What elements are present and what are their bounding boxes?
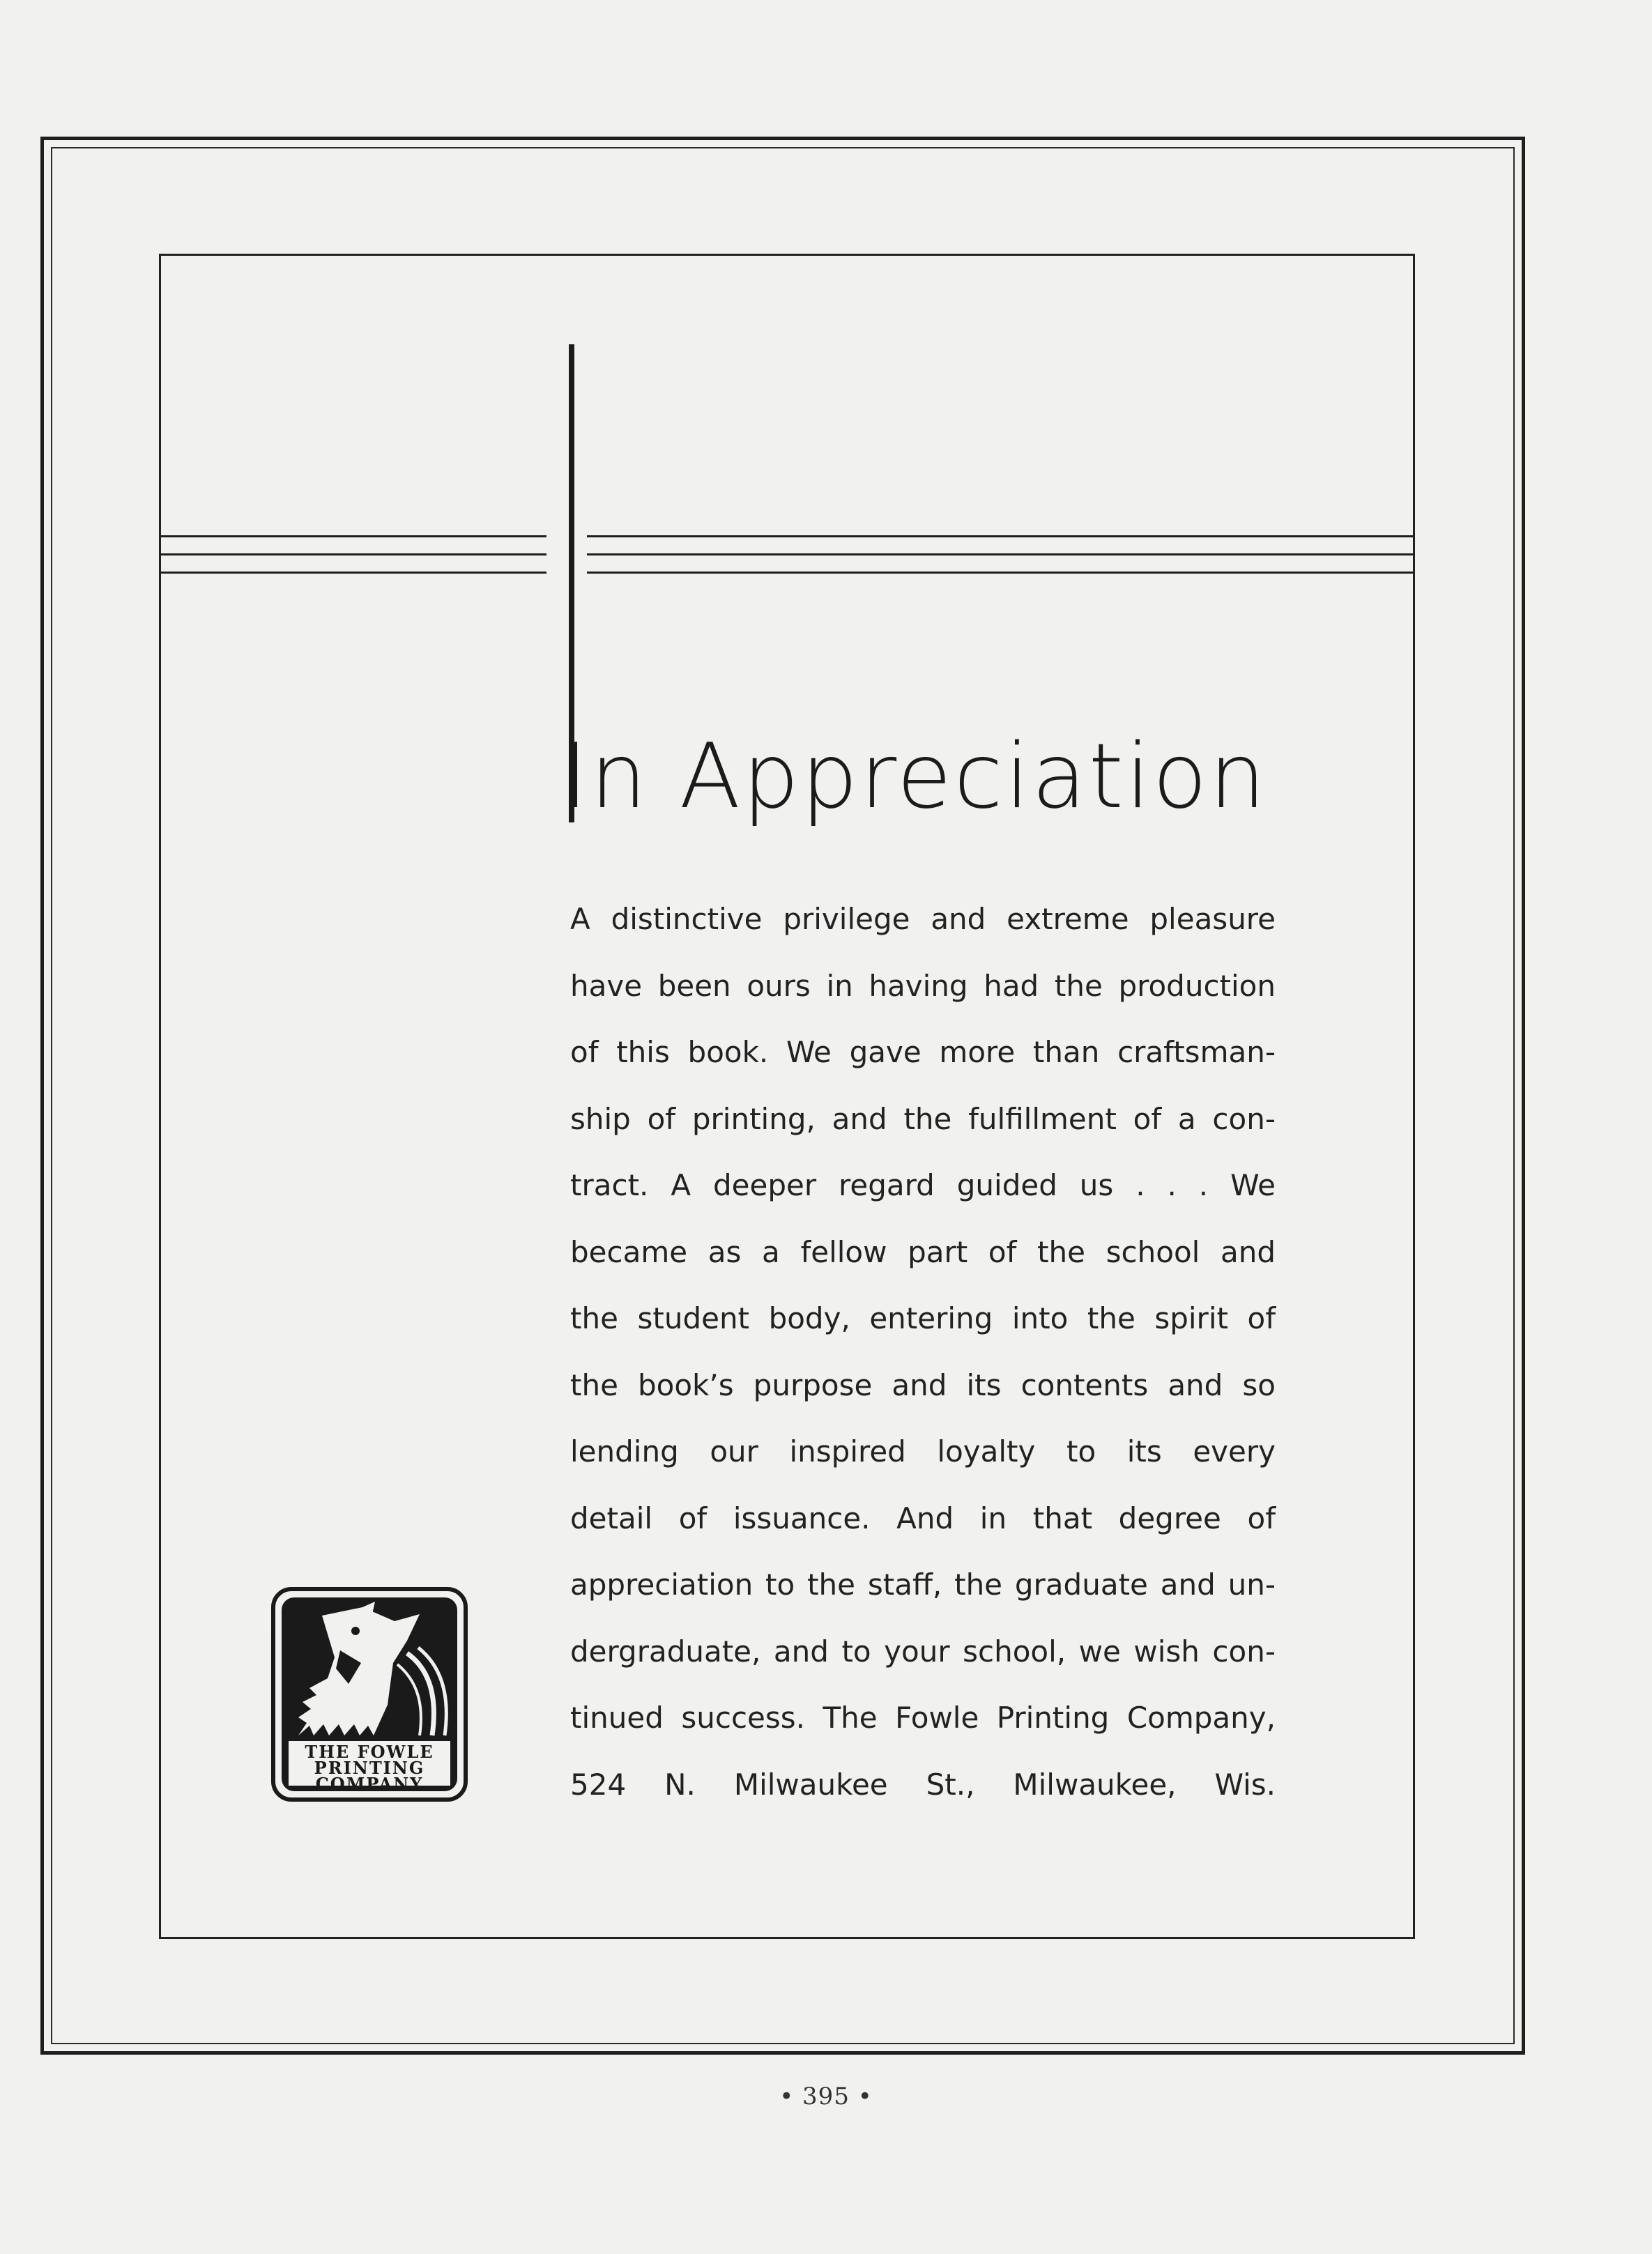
- body-line: the book’s purpose and its contents and so: [570, 1367, 1276, 1402]
- body-line: tinued success. The Fowle Printing Company,: [570, 1701, 1276, 1735]
- body-paragraph: [570, 886, 1276, 1818]
- logo-text-line: THE FOWLE: [305, 1742, 434, 1762]
- body-line: detail of issuance. And in that degree of: [570, 1501, 1276, 1535]
- decorative-rule: [587, 535, 1414, 537]
- body-line: 524 N. Milwaukee St., Milwaukee, Wis.: [570, 1767, 1276, 1802]
- body-line: ship of printing, and the fulfillment of a con-: [570, 1101, 1276, 1136]
- logo-text-line: COMPANY: [315, 1774, 424, 1794]
- body-line: have been ours in having had the production: [570, 968, 1276, 1003]
- logo-text-line: PRINTING: [314, 1758, 425, 1778]
- body-line: A distinctive privilege and extreme pleasure: [570, 902, 1276, 936]
- decorative-rule: [587, 572, 1414, 574]
- page-number: • 395 •: [779, 2083, 873, 2110]
- decorative-rule: [159, 572, 546, 574]
- company-logo: [270, 1586, 468, 1802]
- decorative-rule: [159, 535, 546, 537]
- page-title: In Appreciation: [562, 725, 1268, 829]
- logo-text: [289, 1744, 450, 1792]
- decorative-rule: [587, 553, 1414, 555]
- body-line: appreciation to the staff, the graduate and un-: [570, 1567, 1276, 1602]
- body-line: the student body, entering into the spirit of: [570, 1301, 1276, 1335]
- decorative-rule: [159, 553, 546, 555]
- body-line: tract. A deeper regard guided us . . . We: [570, 1168, 1276, 1202]
- body-line: of this book. We gave more than craftsman-: [570, 1035, 1276, 1069]
- body-line: dergraduate, and to your school, we wish con-: [570, 1634, 1276, 1669]
- body-line: became as a fellow part of the school and: [570, 1234, 1276, 1269]
- body-line: lending our inspired loyalty to its every: [570, 1434, 1276, 1469]
